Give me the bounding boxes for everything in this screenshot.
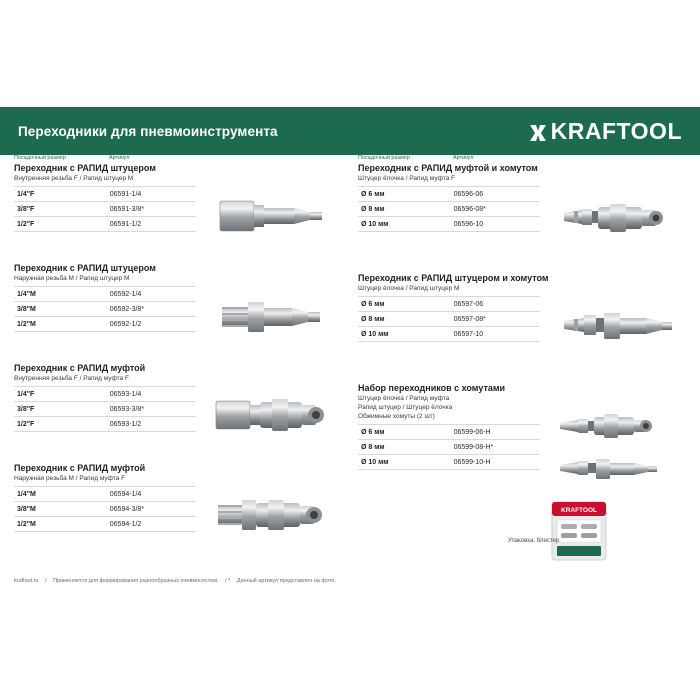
cell-article: 06596-10 (451, 217, 540, 232)
table-row (14, 317, 196, 332)
table-row (14, 202, 196, 217)
table-row (358, 440, 540, 455)
blister-package-image (548, 500, 610, 562)
footer-separator-2: / * (225, 578, 231, 584)
block-subtitle: Внутренняя резьба F / Рапид штуцер M (14, 175, 134, 182)
cell-article: 06594-1/2 (107, 517, 196, 532)
packaging-note: Упаковка: блистер (508, 538, 560, 544)
block-title: Переходник с РАПИД муфтой (14, 363, 146, 373)
spec-table (14, 286, 196, 332)
cell-size: 1/2"M (14, 517, 107, 532)
cell-size: Ø 10 мм (358, 455, 451, 470)
cell-article: 06593-3/8* (107, 402, 196, 417)
cell-size: Ø 10 мм (358, 327, 451, 342)
table-row (14, 302, 196, 317)
cell-size: 3/8"F (14, 402, 107, 417)
block-subtitle-line: Обжимные хомуты (2 шт) (358, 413, 435, 420)
cell-size: 1/4"M (14, 487, 107, 502)
page-header (0, 107, 700, 155)
cell-size: Ø 10 мм (358, 217, 451, 232)
cell-article: 06597-08* (451, 312, 540, 327)
cell-size: 1/4"F (14, 187, 107, 202)
block-title: Набор переходников с хомутами (358, 383, 506, 393)
block-head (14, 263, 344, 283)
table-row (358, 312, 540, 327)
cell-article: 06599-06-H (451, 425, 540, 440)
spec-table (358, 424, 540, 470)
cell-article: 06596-06 (451, 187, 540, 202)
table-row (358, 425, 540, 440)
table-row (14, 402, 196, 417)
product-image-hose-barb-coupler (558, 191, 688, 252)
block-subtitle: Внутренняя резьба F / Рапид муфта F (14, 375, 129, 382)
block-title: Переходник с РАПИД штуцером (14, 163, 156, 173)
cell-size: 3/8"M (14, 502, 107, 517)
table-row (358, 455, 540, 470)
right-column (358, 155, 688, 515)
table-row (14, 217, 196, 232)
block-head (358, 273, 688, 293)
spec-table (14, 386, 196, 432)
column-header-size: Посадочный размер (14, 155, 66, 161)
cell-size: Ø 8 мм (358, 312, 451, 327)
block-title: Переходник с РАПИД муфтой и хомутом (358, 163, 538, 173)
table-row (358, 297, 540, 312)
block-subtitle: Штуцер ёлочка / Рапид штуцер M (358, 285, 460, 292)
spec-table (14, 186, 196, 232)
block-title: Переходник с РАПИД штуцером (14, 263, 156, 273)
cell-article: 06591-1/4 (107, 187, 196, 202)
table-row (14, 187, 196, 202)
table-row (358, 187, 540, 202)
footer-note-1: Применяется для формирования разнообразных пневмосистем. (53, 578, 219, 584)
svg-text:KRAFTOOL: KRAFTOOL (561, 507, 597, 514)
block-subtitle-line: Штуцер ёлочка / Рапид муфта (358, 395, 450, 402)
cell-article: 06592-1/2 (107, 317, 196, 332)
product-block (358, 383, 688, 503)
product-block (14, 163, 344, 251)
block-head (14, 363, 344, 383)
footer-note-2: Данный артикул представлен на фото. (236, 578, 336, 584)
kraftool-mark-icon (528, 122, 548, 142)
block-subtitle-line: Рапид штуцер / Штуцер ёлочка (358, 404, 453, 411)
right-column-headers (358, 155, 688, 161)
cell-size: 1/2"M (14, 317, 107, 332)
product-image-hose-barb-plug (558, 299, 688, 358)
left-column-headers (14, 155, 344, 161)
footer (14, 578, 686, 584)
cell-size: 1/4"F (14, 387, 107, 402)
table-row (358, 327, 540, 342)
spec-table (14, 486, 196, 532)
cell-size: 1/2"F (14, 217, 107, 232)
brand-name: KRAFTOOL (550, 117, 682, 144)
block-head (14, 463, 344, 483)
cell-size: 1/4"M (14, 287, 107, 302)
block-subtitle: Штуцер ёлочка / Рапид муфта F (358, 175, 456, 182)
cell-size: 3/8"M (14, 302, 107, 317)
cell-article: 06592-1/4 (107, 287, 196, 302)
column-header-article: Артикул (109, 155, 130, 161)
cell-size: Ø 6 мм (358, 297, 451, 312)
table-row (14, 387, 196, 402)
cell-size: Ø 6 мм (358, 425, 451, 440)
table-row (14, 487, 196, 502)
cell-article: 06594-1/4 (107, 487, 196, 502)
cell-article: 06597-10 (451, 327, 540, 342)
product-block (358, 163, 688, 261)
page-title: Переходники для пневмоинструмента (18, 123, 278, 139)
block-title: Переходник с РАПИД штуцером и хомутом (358, 273, 549, 283)
cell-article: 06591-1/2 (107, 217, 196, 232)
block-subtitle: Наружная резьба M / Рапид муфта F (14, 475, 126, 482)
product-block (358, 273, 688, 371)
block-title: Переходник с РАПИД муфтой (14, 463, 146, 473)
table-row (358, 202, 540, 217)
spec-table (358, 296, 540, 342)
product-image-kit-barb-plug (556, 449, 686, 498)
product-block (14, 463, 344, 551)
product-block (14, 263, 344, 351)
cell-article: 06597-06 (451, 297, 540, 312)
footer-separator-1: / (45, 578, 47, 584)
column-header-size: Посадочный размер (358, 155, 410, 161)
spec-table (358, 186, 540, 232)
cell-size: Ø 8 мм (358, 202, 451, 217)
table-row (14, 287, 196, 302)
table-row (14, 502, 196, 517)
cell-article: 06593-1/4 (107, 387, 196, 402)
cell-article: 06599-10-H (451, 455, 540, 470)
table-row (14, 517, 196, 532)
cell-article: 06594-3/8* (107, 502, 196, 517)
left-column (14, 155, 344, 563)
product-image-rapid-coupler-male (210, 487, 338, 550)
table-row (358, 217, 540, 232)
block-head (14, 163, 344, 183)
cell-article: 06593-1/2 (107, 417, 196, 432)
brand-logo (528, 118, 700, 145)
block-head (358, 163, 688, 183)
cell-article: 06599-08-H* (451, 440, 540, 455)
block-subtitle: Наружная резьба M / Рапид штуцер M (14, 275, 130, 282)
product-image-rapid-plug-male (214, 289, 334, 350)
column-header-article: Артикул (453, 155, 474, 161)
cell-size: Ø 6 мм (358, 187, 451, 202)
footer-site[interactable]: kraftool.ru (14, 578, 39, 584)
cell-size: 1/2"F (14, 417, 107, 432)
product-image-rapid-plug-female (214, 187, 334, 252)
cell-size: 3/8"F (14, 202, 107, 217)
product-block (14, 363, 344, 451)
cell-article: 06596-08* (451, 202, 540, 217)
table-row (14, 417, 196, 432)
product-image-rapid-coupler-female (210, 385, 338, 450)
cell-size: Ø 8 мм (358, 440, 451, 455)
cell-article: 06592-3/8* (107, 302, 196, 317)
cell-article: 06591-3/8* (107, 202, 196, 217)
